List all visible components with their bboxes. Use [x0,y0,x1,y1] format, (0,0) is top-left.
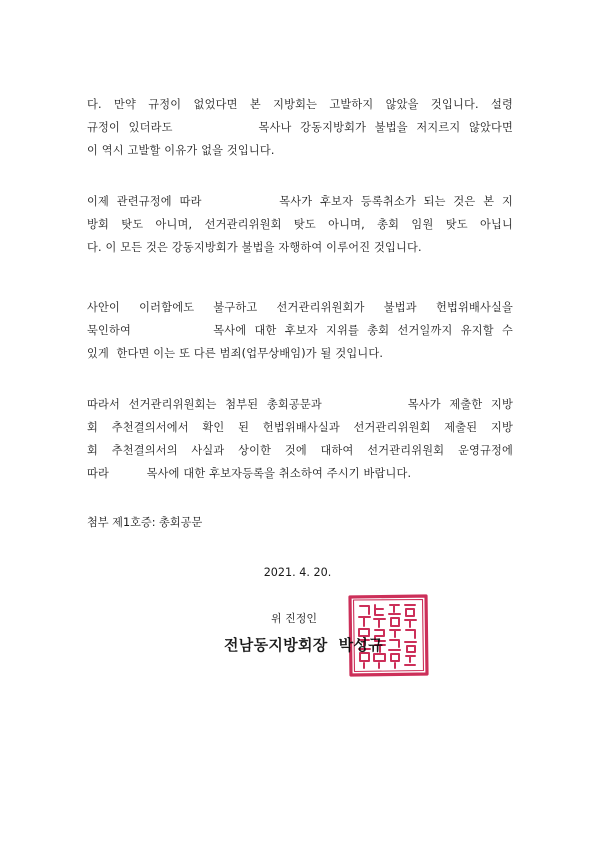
text-line: 회 추천결의서의 사실과 상이한 것에 대하여 선거관리위원회 운영규정에 [87,444,513,457]
text-line: 이제 관련규정에 따라 목사가 후보자 등록취소가 되는 것은 본 지 [87,195,513,208]
signer-name: 전남동지방회장 박성규 [224,636,383,654]
attachment-note: 첨부 제1호증: 총회공문 [87,516,203,529]
document-date: 2021. 4. 20. [263,566,332,579]
text-line: 묵인하여 목사에 대한 후보자 지위를 총회 선거일까지 유지할 수 [87,324,513,337]
paragraph-4 [87,393,513,485]
text-line: 따라 목사에 대한 후보자등록을 취소하여 주시기 바랍니다. [87,467,412,480]
text-line: 사안이 이러함에도 불구하고 선거관리위원회가 불법과 헌법위배사실을 [87,301,513,314]
official-seal-stamp [346,592,430,678]
text-line: 규정이 있더라도 목사나 강동지방회가 불법을 저지르지 않았다면 [87,121,513,134]
paragraph-2 [87,190,513,259]
signer-role: 위 진정인 [271,612,318,625]
paragraph-3 [87,296,513,365]
text-line: 다. 이 모든 것은 강동지방회가 불법을 자행하여 이루어진 것입니다. [87,241,422,254]
text-line: 방회 탓도 아니며, 선거관리위원회 탓도 아니며, 총회 임원 탓도 아닙니 [87,218,513,231]
text-line: 다. 만약 규정이 없었다면 본 지방회는 고발하지 않았을 것입니다. 설령 [87,98,513,111]
text-line: 회 추천결의서에서 확인 된 헌법위배사실과 선거관리위원회 제출된 지방 [87,421,513,434]
text-line: 이 역시 고발할 이유가 없을 것입니다. [87,144,275,157]
text-line: 따라서 선거관리위원회는 첨부된 총회공문과 목사가 제출한 지방 [87,398,513,411]
paragraph-1 [87,93,513,162]
text-line: 있게 한다면 이는 또 다른 범죄(업무상배임)가 될 것입니다. [87,347,384,360]
